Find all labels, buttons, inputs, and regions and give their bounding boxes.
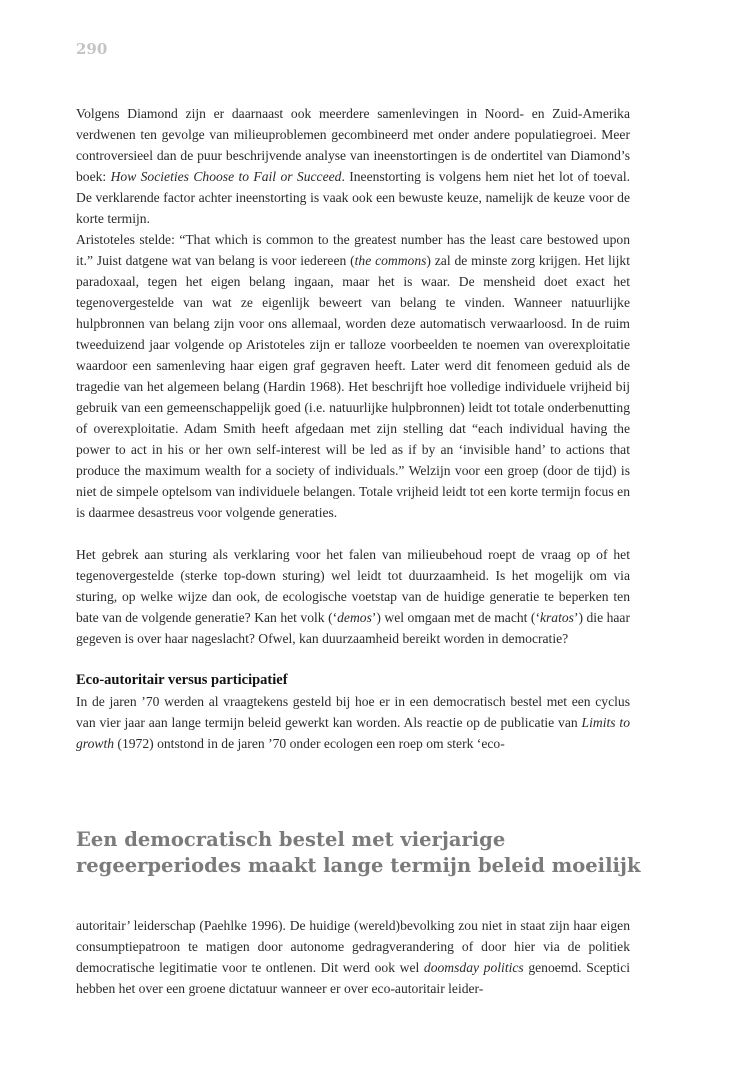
text-span: In de jaren ’70 werden al vraagtekens gesteld bij hoe er in een democratisch bestel met een cyclus van vier jaar aan lange termijn beleid gewerkt kan worden. Als reactie op de publicatie van (76, 694, 630, 730)
text-span: (1972) ontstond in de jaren ’70 onder ecologen een roep om sterk ‘eco- (114, 736, 505, 751)
text-span: ’) wel omgaan met de macht (‘ (371, 610, 540, 625)
italic-term: doomsday politics (423, 960, 524, 975)
text-span: Het gebrek aan sturing als verklaring voor het falen van milieubehoud roept de vraag op of het tegenovergestelde (sterke top-down sturing) wel leidt tot duurzaamheid. Is het mogelijk om via sturing, op welke wijze dan ook, de ecologische voetstap van de huidige generatie te beperken ten bate van de volgende generatie? Kan het volk (‘ (76, 547, 630, 625)
paragraph-eco-autoritair (76, 691, 630, 754)
text-span: ’) die haar gegeven is over haar nageslacht? Ofwel, kan duurzaamheid bereikt worden in democratie? (76, 610, 630, 646)
text-span: ) zal de minste zorg krijgen. Het lijkt paradoxaal, tegen het eigen belang ingaan, maar het is waar. De mensheid doet exact het tegenovergestelde van wat ze eigenlijk beweert van belang te vinden. Wanneer natuurlijke hulpbronnen van belang zijn voor ons allemaal, worden deze automatisch verwaarloosd. In de ruim tweeduizend jaar volgende op Aristoteles zijn er talloze voorbeelden te noemen van overexploitatie waardoor een samenleving haar eigen graf gegraven heeft. Later werd dit fenomeen geduid als de tragedie van het algemeen belang (Hardin 1968). Het beschrijft hoe volledige individuele vrijheid bij gebruik van een gemeenschappelijk goed (i.e. natuurlijke hulpbronnen) leidt tot totale onderbenutting of overexploitatie. Adam Smith heeft afgedaan met zijn stelling dat “each individual having the power to act in his or her own self-interest will be led as if by an ‘invisible hand’ to actions that produce the maximum wealth for a society of individuals.” Welzijn voor een groep (door de tijd) is niet de simpele optelsom van individuele belangen. Totale vrijheid leidt tot een korte termijn focus en is daarmee desastreus voor volgende generaties. (76, 253, 630, 520)
text-span: . Ineenstorting is volgens hem niet het lot of toeval. De verklarende factor achter ineenstorting is vaak ook een bewuste keuze, namelijk de keuze voor de korte termijn. (76, 169, 630, 226)
page-number: 290 (76, 40, 108, 58)
paragraph-sturing (76, 544, 630, 649)
text-span: Aristoteles stelde: “That which is common to the greatest number has the least care bestowed upon it.” Juist datgene wat van belang is voor iedereen ( (76, 232, 630, 268)
paragraph-aristoteles (76, 229, 630, 523)
pull-quote-line: regeerperiodes maakt lange termijn beleid moeilijk (76, 854, 641, 877)
italic-term: kratos (539, 610, 574, 625)
text-span: autoritair’ leiderschap (Paehlke 1996). De huidige (wereld)bevolking zou niet in staat zijn haar eigen consumptiepatroon te matigen door autonome gedragverandering of door hier via de politiek democratische legitimatie voor te ontlenen. Dit werd ook wel (76, 918, 630, 975)
section-subheading: Eco-autoritair versus participatief (76, 672, 288, 688)
text-span: genoemd. Sceptici hebben het over een groene dictatuur wanneer er over eco-autoritair leider- (76, 960, 630, 996)
book-title: How Societies Choose to Fail or Succeed (110, 169, 342, 184)
body-text-block-2 (76, 915, 630, 999)
text-span: Volgens Diamond zijn er daarnaast ook meerdere samenlevingen in Noord- en Zuid-Amerika verdwenen ten gevolge van milieuproblemen gecombineerd met onder andere populatiegroei. Meer controversieel dan de puur beschrijvende analyse van ineenstortingen is de ondertitel van Diamond’s boek: (76, 106, 630, 184)
body-text-block-1 (76, 103, 630, 754)
italic-term: demos (337, 610, 372, 625)
paragraph-diamond (76, 103, 630, 229)
paragraph-gap (76, 649, 630, 670)
pull-quote-line: Een democratisch bestel met vierjarige (76, 828, 506, 851)
pull-quote (76, 827, 641, 879)
paragraph-gap (76, 523, 630, 544)
paragraph-doomsday (76, 915, 630, 999)
italic-term: the commons (354, 253, 427, 268)
book-title: Limits to growth (76, 715, 630, 751)
